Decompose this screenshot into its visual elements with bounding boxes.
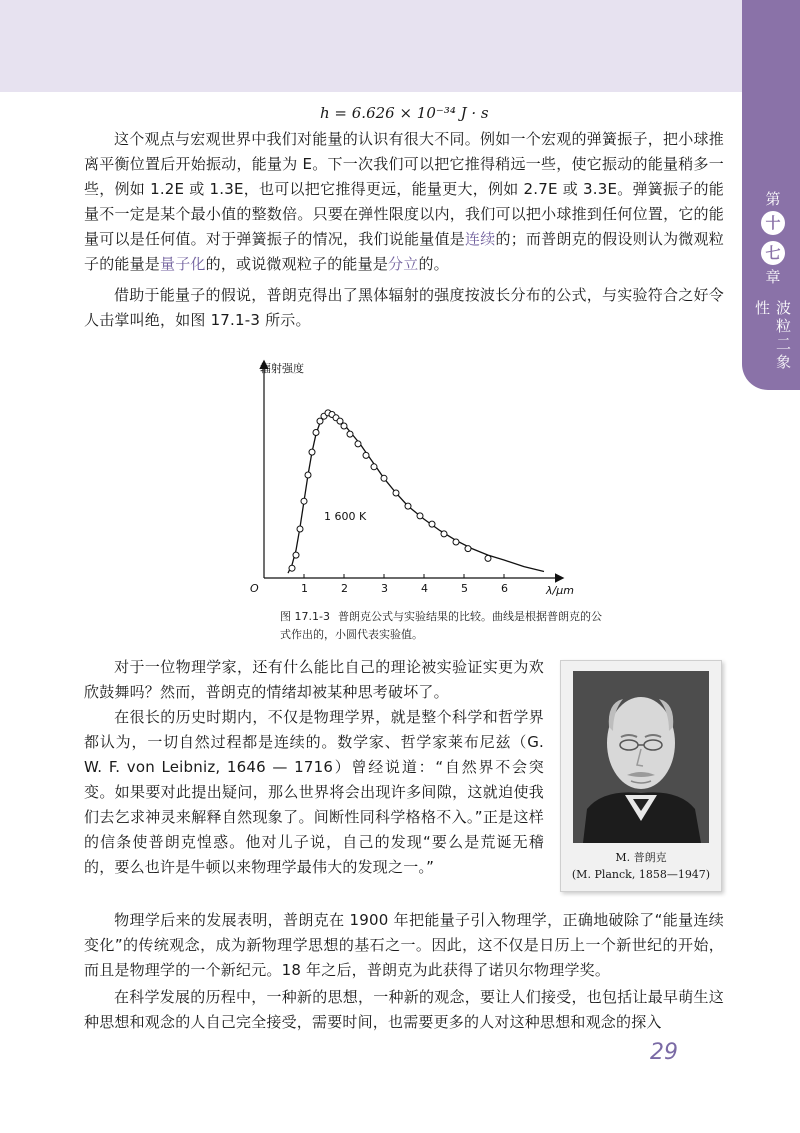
paragraph-2-text: 借助于能量子的假说，普朗克得出了黑体辐射的强度按波长分布的公式，与实验符合之好令人击掌叫绝，如图 17.1-3 所示。: [84, 286, 724, 329]
experimental-point: [405, 503, 411, 509]
portrait-dates: (M. Planck, 1858—1947): [571, 868, 711, 881]
term-quantized: 量子化: [160, 255, 206, 273]
experimental-point: [313, 430, 319, 436]
blackbody-radiation-chart: [240, 352, 600, 597]
x-axis-label: λ/μm: [546, 584, 574, 597]
paragraph-4-text: 在很长的历史时期内，不仅是物理学界，就是整个科学和哲学界都认为，一切自然过程都是连续的。数学家、哲学家莱布尼兹（G. W. F. von Leibniz, 1646 — 1716）曾经说道：“自然界不会突变。如果要对此提出疑问，那么世界将会出现许多间隙，这就迫使我们去乞求神灵来解释自然现象了。间断性同科学格格不入。”正是这样的信条使普朗克惶惑。他对儿子说，自己的发现“要么是荒诞无稽的，要么也许是牛顿以来物理学最伟大的发现之一。”: [84, 708, 544, 876]
paragraph-1-text-c: 的，或说微观粒子的能量是: [205, 255, 389, 273]
header-band: [0, 0, 800, 92]
experimental-point: [341, 423, 347, 429]
planck-portrait-image: [573, 671, 709, 843]
x-tick-label-6: 6: [501, 582, 508, 595]
chapter-title: 波粒二象性: [753, 300, 792, 372]
x-tick-label-2: 2: [341, 582, 348, 595]
paragraph-1-text-a: 这个观点与宏观世界中我们对能量的认识有很大不同。例如一个宏观的弹簧振子，把小球推离平衡位置后开始振动，能量为 E。下一次我们可以把它推得稍远一些，使它振动的能量稍多一些，例如 1.2E 或 1.3E，也可以把它推得更远，能量更大，例如 2.7E 或 3.3E。弹簧振子的能量不一定是某个最小值的整数倍。只要在弹性限度以内，我们可以把小球推到任何位置，它的能量可以是任何值。对于弹簧振子的情况，我们说能量值是: [84, 130, 724, 248]
x-tick-label-4: 4: [421, 582, 428, 595]
temperature-annotation: 1 600 K: [324, 510, 367, 523]
experimental-point: [371, 464, 377, 470]
experimental-point: [381, 475, 387, 481]
experimental-point: [293, 552, 299, 558]
portrait-name: M. 普朗克: [615, 851, 667, 864]
planck-portrait-frame: [560, 660, 722, 892]
experimental-point: [355, 441, 361, 447]
y-axis-label: 辐射强度: [260, 362, 304, 375]
paragraph-5: [84, 908, 724, 983]
experimental-point: [429, 521, 435, 527]
paragraph-4: [84, 705, 544, 880]
figure-caption: [280, 608, 610, 644]
experimental-point: [417, 513, 423, 519]
paragraph-6-text: 在科学发展的历程中，一种新的思想，一种新的观念，要让人们接受，也包括让最早萌生这种思想和观念的人自己完全接受，需要时间，也需要更多的人对这种思想和观念的探入: [84, 988, 724, 1031]
planck-constant-formula: h = 6.626 × 10⁻³⁴ J · s: [320, 104, 489, 122]
paragraph-5-text: 物理学后来的发展表明，普朗克在 1900 年把能量子引入物理学，正确地破除了“能量连续变化”的传统观念，成为新物理学思想的基石之一。因此，这不仅是日历上一个新世纪的开始，而且是物理学的一个新纪元。18 年之后，普朗克为此获得了诺贝尔物理学奖。: [84, 911, 724, 979]
paragraph-3-text: 对于一位物理学家，还有什么能比自己的理论被实验证实更为欢欣鼓舞吗？然而，普朗克的情绪却被某种思考破坏了。: [84, 658, 544, 701]
chapter-suffix: 章: [765, 268, 781, 286]
chapter-tab-label: [746, 190, 800, 386]
chapter-number-1: 十: [761, 211, 785, 235]
experimental-point: [289, 565, 295, 571]
planck-curve: [288, 415, 544, 574]
experimental-point: [347, 431, 353, 437]
experimental-point: [363, 452, 369, 458]
x-tick-label-3: 3: [381, 582, 388, 595]
paragraph-1-text-b: 的；而普朗克的假设则认为微观粒子的能量是: [84, 230, 724, 273]
figure-number: 图 17.1-3: [280, 610, 330, 623]
chapter-prefix: 第: [765, 190, 781, 208]
experimental-point: [485, 555, 491, 561]
experimental-point: [297, 526, 303, 532]
chapter-number-2: 七: [761, 241, 785, 265]
experimental-point: [393, 490, 399, 496]
experimental-point: [465, 546, 471, 552]
origin-label: O: [250, 582, 259, 595]
x-tick-label-1: 1: [301, 582, 308, 595]
figure-caption-text: 普朗克公式与实验结果的比较。曲线是根据普朗克的公式作出的，小圆代表实验值。: [280, 610, 602, 641]
experimental-point: [301, 498, 307, 504]
paragraph-1-text-d: 的。: [418, 255, 449, 273]
paragraph-6: [84, 985, 724, 1035]
experimental-point: [305, 472, 311, 478]
page-number: 29: [650, 1040, 678, 1065]
experimental-point: [453, 539, 459, 545]
paragraph-3: [84, 655, 544, 705]
term-continuous: 连续: [464, 230, 496, 248]
paragraph-1: [84, 127, 724, 277]
experimental-point: [441, 531, 447, 537]
paragraph-2: [84, 283, 724, 333]
term-discrete: 分立: [388, 255, 419, 273]
x-tick-label-5: 5: [461, 582, 468, 595]
experimental-point: [309, 449, 315, 455]
